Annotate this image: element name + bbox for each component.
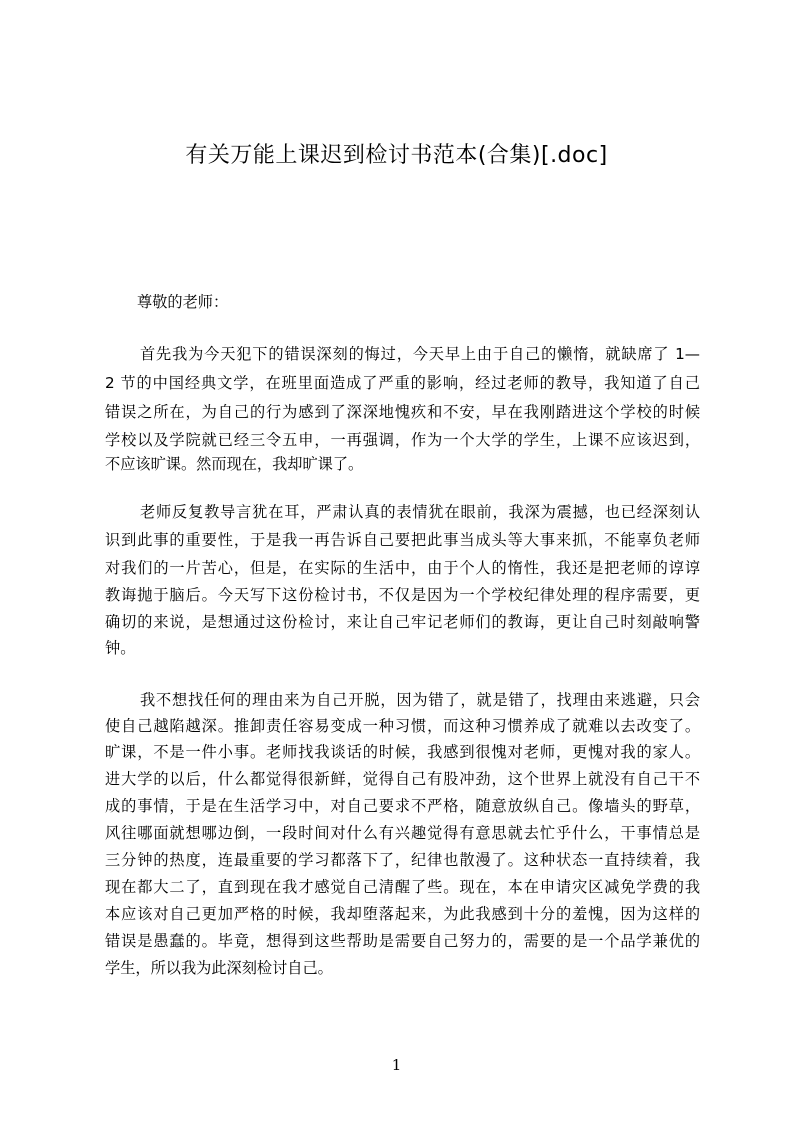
paragraph-2-line-1: 老师反复教导言犹在耳，严肃认真的表情犹在眼前，我深为震撼，也已经深刻认	[140, 503, 700, 521]
document-title: 有关万能上课迟到检讨书范本(合集)[.doc]	[185, 143, 608, 168]
paragraph-3-line-10: 错误是愚蠢的。毕竟，想得到这些帮助是需要自己努力的，需要的是一个品学兼优的	[105, 932, 700, 950]
page-number: 1	[391, 1056, 402, 1074]
paragraph-3-line-5: 成的事情，于是在生活学习中，对自己要求不严格，随意放纵自己。像墙头的野草，	[105, 797, 700, 815]
paragraph-3-line-8: 现在都大二了，直到现在我才感觉自己清醒了些。现在，本在申请灾区减免学费的我	[105, 878, 700, 896]
paragraph-3-line-9: 本应该对自己更加严格的时候，我却堕落起来，为此我感到十分的羞愧，因为这样的	[105, 905, 700, 923]
paragraph-3-line-2: 使自己越陷越深。推卸责任容易变成一种习惯，而这种习惯养成了就难以去改变了。	[105, 717, 700, 735]
paragraph-1-line-3: 错误之所在，为自己的行为感到了深深地愧疚和不安，早在我刚踏进这个学校的时候	[105, 403, 700, 421]
paragraph-2-line-2: 识到此事的重要性，于是我一再告诉自己要把此事当成头等大事来抓，不能辜负老师	[105, 531, 700, 549]
paragraph-1-line-5: 不应该旷课。然而现在，我却旷课了。	[105, 455, 364, 473]
paragraph-3-line-6: 风往哪面就想哪边倒，一段时间对什么有兴趣觉得有意思就去忙乎什么，干事情总是	[105, 824, 700, 842]
paragraph-3-line-11: 学生，所以我为此深刻检讨自己。	[105, 959, 333, 977]
paragraph-2-line-3: 对我们的一片苦心，但是，在实际的生活中，由于个人的惰性，我还是把老师的谆谆	[105, 559, 700, 577]
paragraph-1-line-4: 学校以及学院就已经三令五申，一再强调，作为一个大学的学生，上课不应该迟到，	[105, 431, 700, 449]
paragraph-2-line-5: 确切的来说，是想通过这份检讨，来让自己牢记老师们的教诲，更让自己时刻敲响警	[105, 613, 700, 631]
paragraph-3-line-3: 旷课，不是一件小事。老师找我谈话的时候，我感到很愧对老师，更愧对我的家人。	[105, 743, 700, 761]
salutation: 尊敬的老师：	[137, 293, 229, 311]
paragraph-3-line-4: 进大学的以后，什么都觉得很新鲜，觉得自己有股冲劲，这个世界上就没有自己干不	[105, 770, 700, 788]
paragraph-1-line-1: 首先我为今天犯下的错误深刻的悔过，今天早上由于自己的懒惰，就缺席了 1—	[140, 345, 700, 363]
paragraph-1-line-2: 2 节的中国经典文学，在班里面造成了严重的影响，经过老师的教导，我知道了自己	[105, 374, 700, 392]
paragraph-2-line-6: 钟。	[105, 639, 136, 657]
paragraph-2-line-4: 教诲抛于脑后。今天写下这份检讨书，不仅是因为一个学校纪律处理的程序需要，更	[105, 586, 700, 604]
paragraph-3-line-7: 三分钟的热度，连最重要的学习都落下了，纪律也散漫了。这种状态一直持续着，我	[105, 851, 700, 869]
paragraph-3-line-1: 我不想找任何的理由来为自己开脱，因为错了，就是错了，找理由来逃避，只会	[140, 691, 700, 709]
